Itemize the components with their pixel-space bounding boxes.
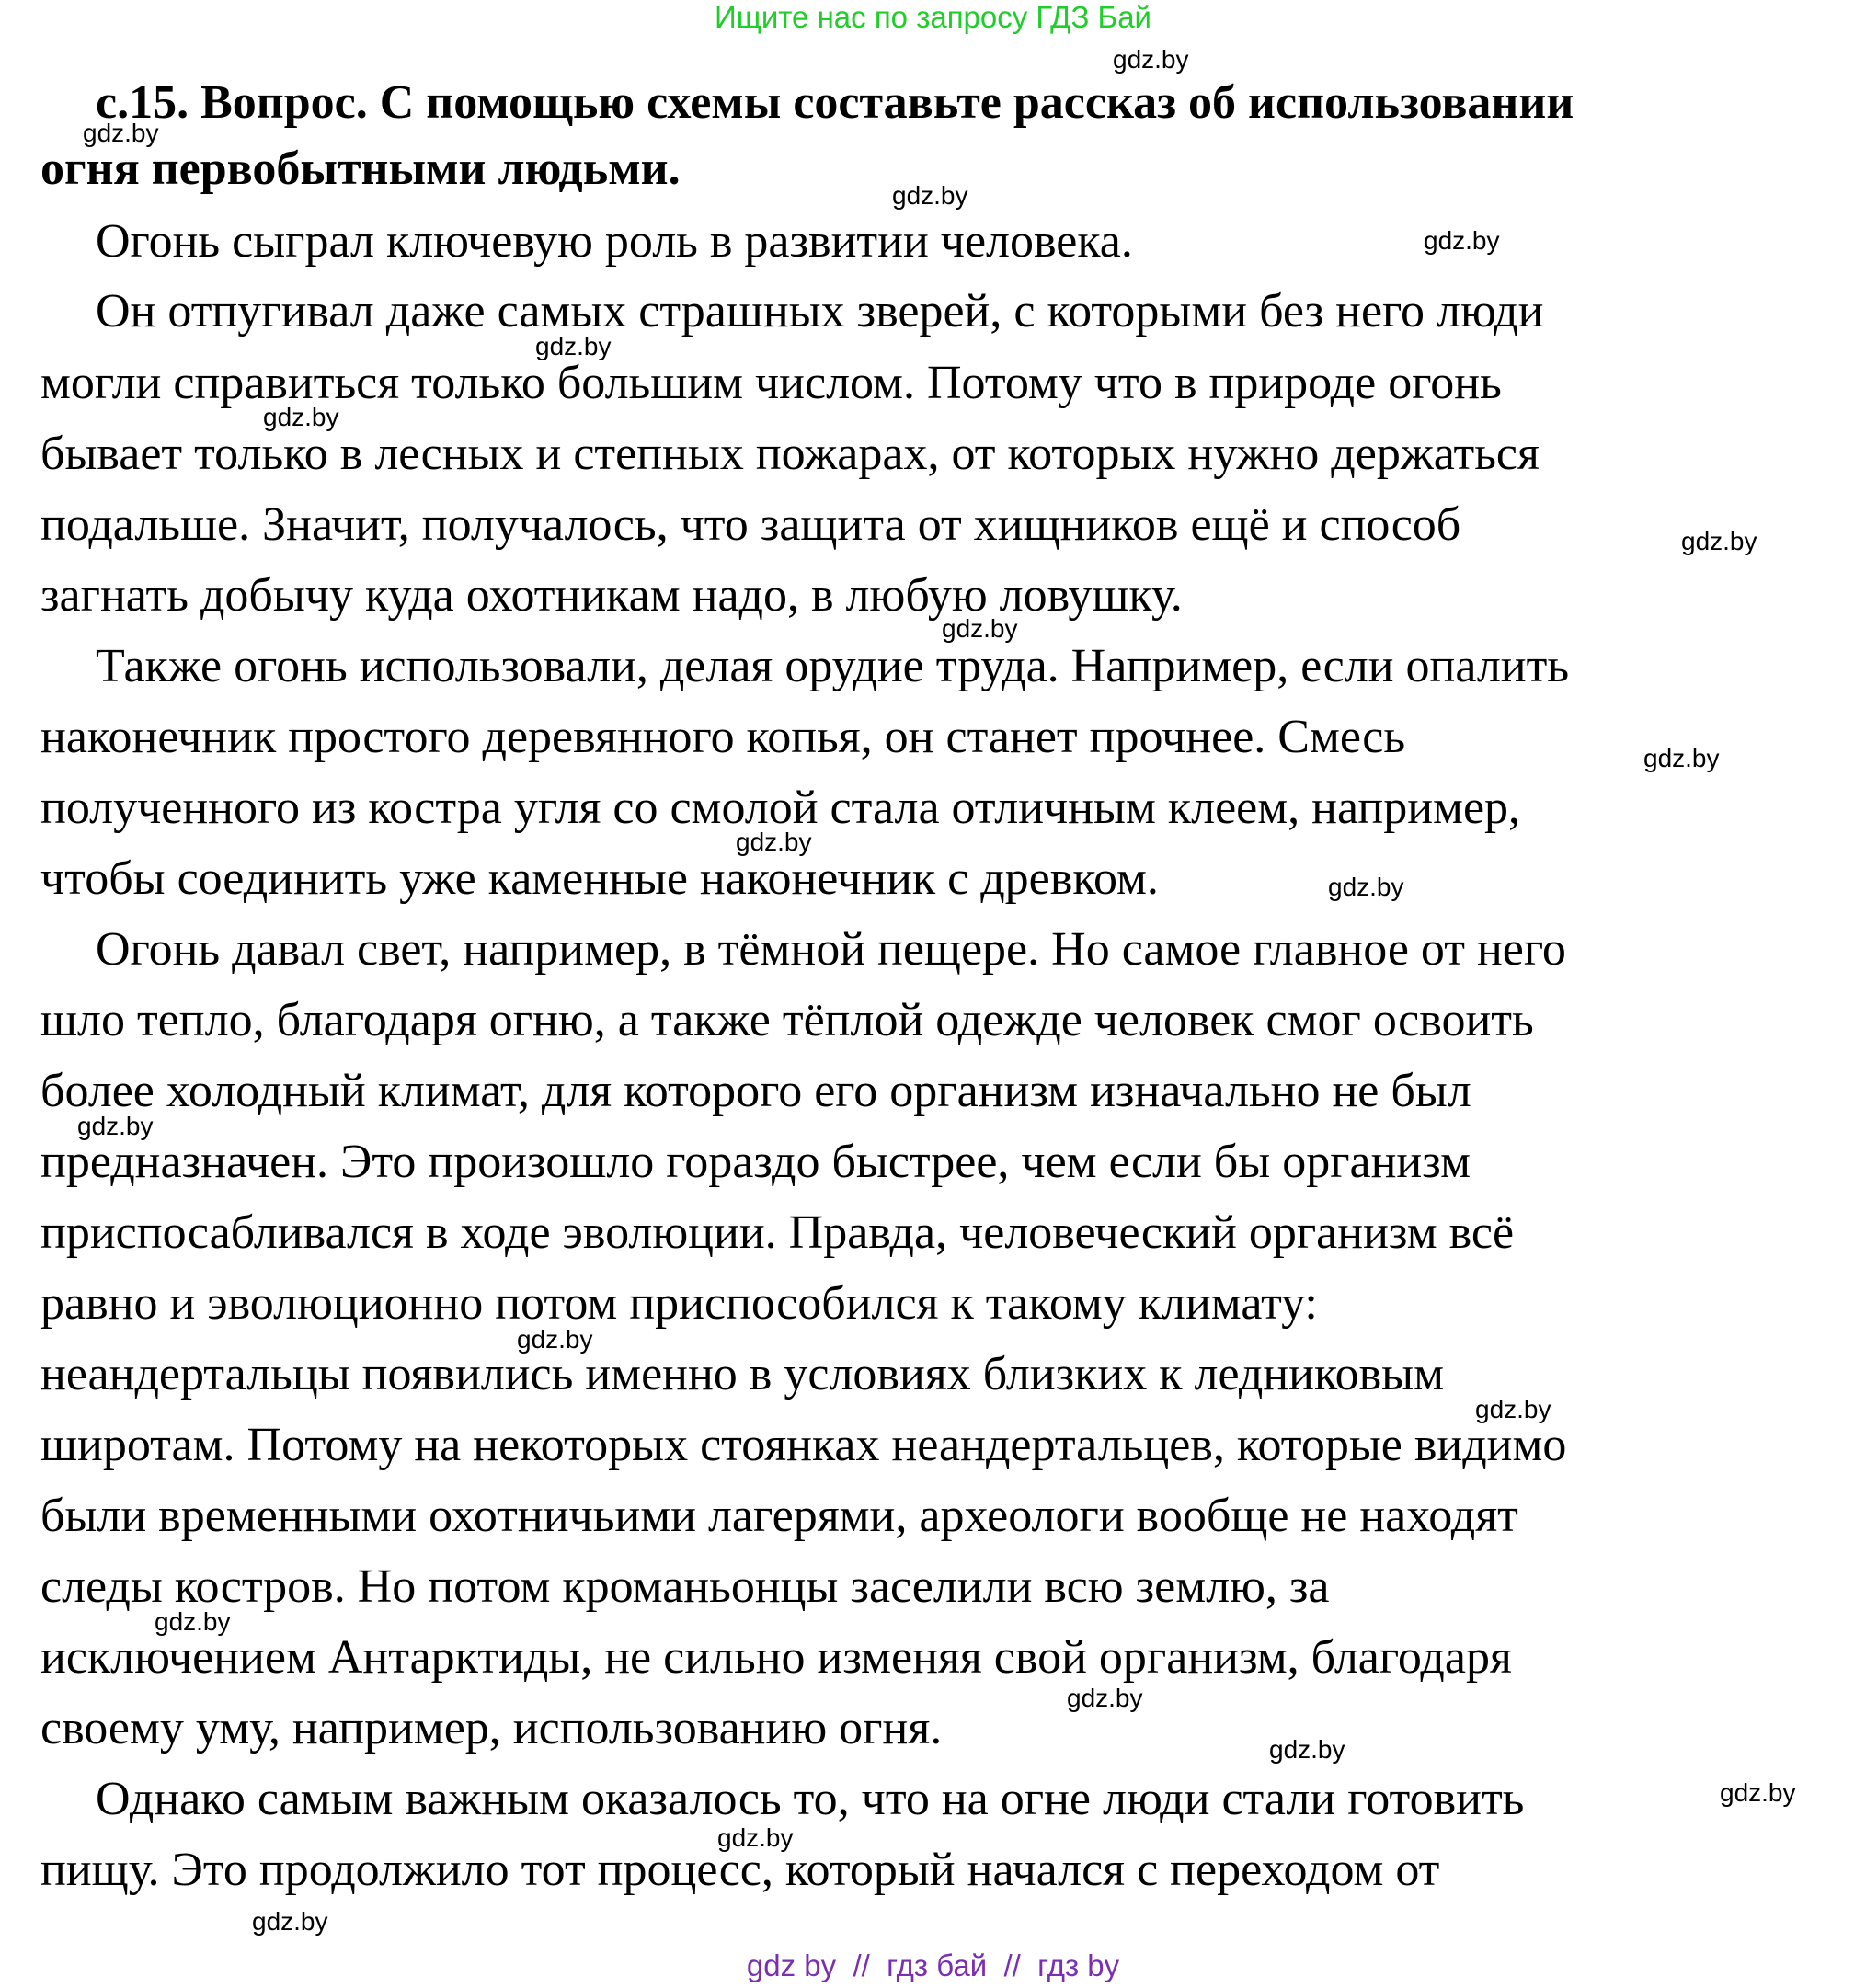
watermark: gdz.by (1643, 744, 1720, 772)
text-line: бывает только в лесных и степных пожарах, от которых нужно держаться (40, 428, 1540, 480)
watermark: gdz.by (1681, 527, 1757, 555)
watermark: gdz.by (1720, 1778, 1796, 1807)
text-line: пищу. Это продолжило тот процесс, который начался с переходом от (40, 1844, 1440, 1896)
watermark: gdz.by (1328, 873, 1404, 901)
watermark: gdz.by (1113, 45, 1189, 74)
text-line: более холодный климат, для которого его организм изначально не был (40, 1065, 1471, 1117)
text-line: предназначен. Это произошло гораздо быстрее, чем если бы организм (40, 1136, 1471, 1188)
text-line: приспосабливался в ходе эволюции. Правда, человеческий организм всё (40, 1206, 1515, 1259)
watermark: gdz.by (736, 828, 812, 856)
text-line: своему уму, например, использованию огня. (40, 1702, 943, 1754)
watermark: gdz.by (717, 1823, 794, 1852)
watermark: gdz.by (155, 1607, 231, 1636)
text-line: могли справиться только большим числом. Потому что в природе огонь (40, 357, 1502, 409)
watermark: gdz.by (1475, 1395, 1551, 1423)
watermark: gdz.by (942, 614, 1018, 643)
text-line: полученного из костра угля со смолой стала отличным клеем, например, (40, 782, 1521, 834)
watermark: gdz.by (1269, 1735, 1345, 1764)
watermark: gdz.by (1424, 226, 1500, 255)
watermark: gdz.by (517, 1325, 593, 1354)
text-line: широтам. Потому на некоторых стоянках неандертальцев, которые видимо (40, 1419, 1567, 1471)
text-line: загнать добычу куда охотникам надо, в любую ловушку. (40, 569, 1183, 622)
watermark: gdz.by (77, 1112, 154, 1140)
watermark: gdz.by (252, 1907, 328, 1936)
text-line: следы костров. Но потом кроманьонцы заселили всю землю, за (40, 1560, 1330, 1613)
heading-line-2: огня первобытными людьми. (40, 143, 681, 195)
text-line: равно и эволюционно потом приспособился к такому климату: (40, 1277, 1318, 1330)
heading-line-1: с.15. Вопрос. С помощью схемы составьте рассказ об использовании (96, 76, 1574, 129)
text-line: наконечник простого деревянного копья, он станет прочнее. Смесь (40, 711, 1406, 763)
watermark: gdz.by (892, 181, 968, 210)
text-line: Однако самым важным оказалось то, что на огне люди стали готовить (96, 1773, 1525, 1825)
text-line: исключением Антарктиды, не сильно изменяя свой организм, благодаря (40, 1631, 1512, 1684)
text-line: шло тепло, благодаря огню, а также тёплой одежде человек смог освоить (40, 994, 1534, 1046)
text-line: Он отпугивал даже самых страшных зверей, с которыми без него люди (96, 285, 1544, 337)
text-line: подальше. Значит, получалось, что защита от хищников ещё и способ (40, 498, 1461, 551)
text-line: неандертальцы появились именно в условиях близких к ледниковым (40, 1348, 1445, 1400)
text-line: Огонь сыграл ключевую роль в развитии человека. (96, 215, 1133, 268)
text-line: Огонь давал свет, например, в тёмной пещере. Но самое главное от него (96, 923, 1566, 976)
footer-links[interactable]: gdz by // гдз бай // гдз by (746, 1948, 1120, 1982)
watermark: gdz.by (83, 119, 159, 147)
text-line: были временными охотничьими лагерями, археологи вообще не находят (40, 1490, 1518, 1542)
watermark: gdz.by (1067, 1684, 1143, 1712)
watermark: gdz.by (535, 332, 612, 360)
watermark: gdz.by (263, 403, 339, 431)
text-line: Также огонь использовали, делая орудие труда. Например, если опалить (96, 640, 1570, 692)
text-line: чтобы соединить уже каменные наконечник с древком. (40, 852, 1159, 905)
top-banner[interactable]: Ищите нас по запросу ГДЗ Бай (715, 0, 1151, 34)
